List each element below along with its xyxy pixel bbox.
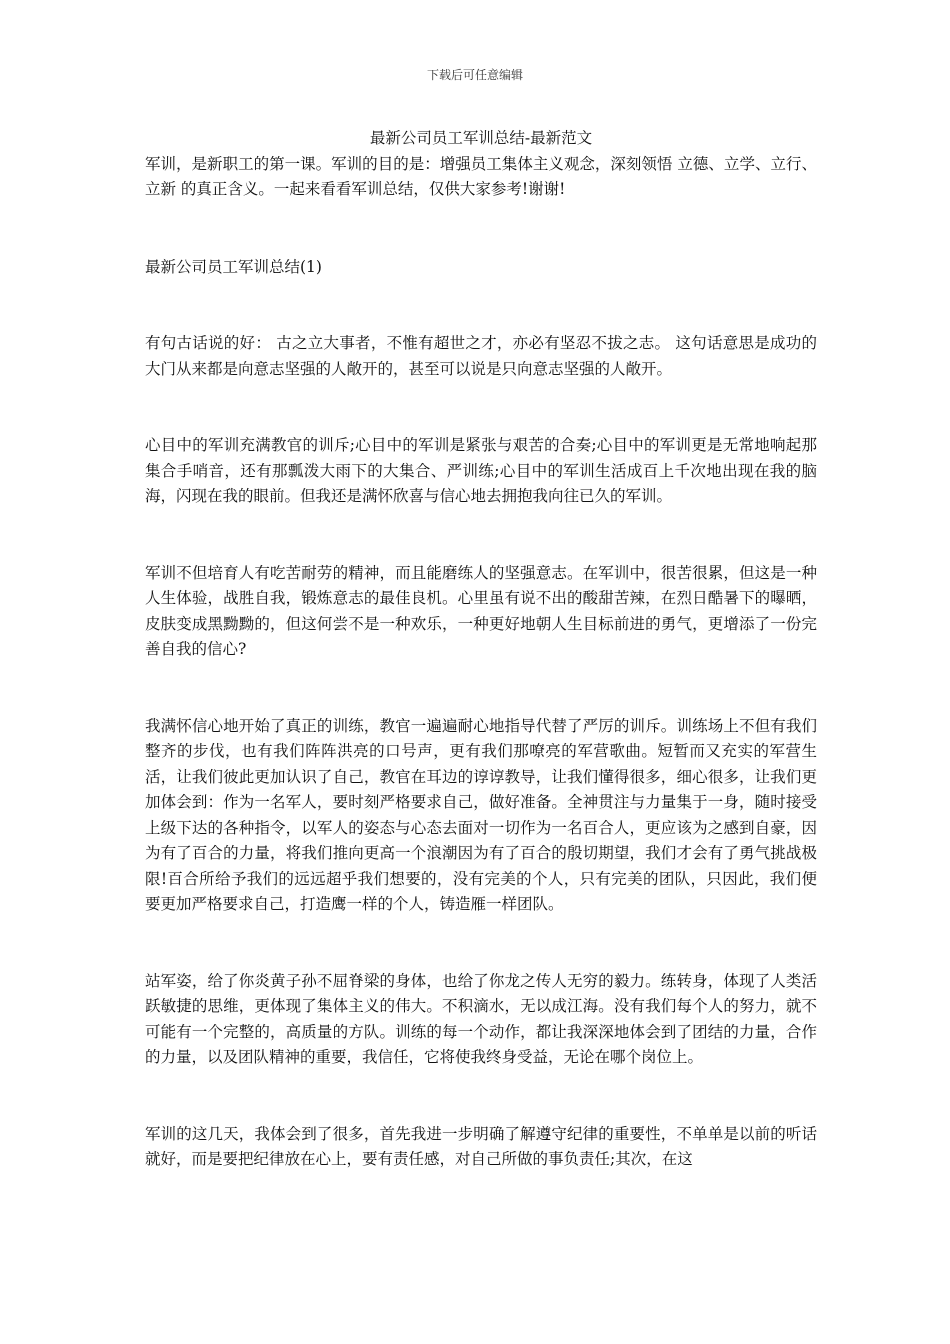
spacer (145, 203, 817, 255)
document-title: 最新公司员工军训总结-最新范文 (369, 129, 593, 147)
spacer (145, 280, 817, 331)
spacer (145, 510, 817, 561)
body-paragraph: 有句古话说的好： 古之立大事者，不惟有超世之才，亦必有坚忍不拔之志。 这句话意思是成功的大门从来都是向意志坚强的人敞开的，甚至可以说是只向意志坚强的人敞开。 (145, 334, 817, 378)
body-paragraph: 我满怀信心地开始了真正的训练，教官一遍遍耐心地指导代替了严厉的训斥。训练场上不但有我们整齐的步伐，也有我们阵阵洪亮的口号声，更有我们那嘹亮的军营歌曲。短暂而又充实的军营生活，让我们彼此更加认识了自己，教官在耳边的谆谆教导，让我们懂得很多，细心很多，让我们更加体会到：作为一名军人，要时刻严格要求自己，做好准备。全神贯注与力量集于一身，随时接受上级下达的各种指令，以军人的姿态与心态去面对一切作为一名百合人，更应该为之感到自豪，因为有了百合的力量，将我们推向更高一个浪潮因为有了百合的殷切期望，我们才会有了勇气挑战极限!百合所给予我们的远远超乎我们想要的，没有完美的个人，只有完美的团队，只因此，我们便要更加严格要求自己，打造鹰一样的个人，铸造雁一样团队。 (145, 716, 817, 913)
header-note: 下载后可任意编辑 (426, 68, 523, 82)
section-heading: 最新公司员工军训总结(1) (145, 257, 322, 276)
spacer (145, 663, 817, 714)
body-paragraph: 心目中的军训充满教官的训斥;心目中的军训是紧张与艰苦的合奏;心目中的军训更是无常地响起那集合手哨音，还有那瓢泼大雨下的大集合、严训练;心目中的军训生活成百上千次地出现在我的脑海，闪现在我的眼前。但我还是满怀欣喜与信心地去拥抱我向往已久的军训。 (145, 436, 817, 505)
intro-paragraph: 军训，是新职工的第一课。军训的目的是：增强员工集体主义观念，深刻领悟 立德、立学、立行、立新 的真正含义。一起来看看军训总结，仅供大家参考!谢谢! (145, 154, 817, 198)
body-paragraph: 站军姿，给了你炎黄子孙不屈脊梁的身体，也给了你龙之传人无穷的毅力。练转身，体现了人类活跃敏捷的思维，更体现了集体主义的伟大。不积滴水，无以成江海。没有我们每个人的努力，就不可能有一个完整的，高质量的方队。训练的每一个动作，都让我深深地体会到了团结的力量，合作的力量，以及团队精神的重要，我信任，它将使我终身受益，无论在哪个岗位上。 (145, 971, 817, 1066)
document-body (145, 126, 817, 1173)
spacer (145, 382, 817, 433)
body-paragraph: 军训的这几天，我体会到了很多，首先我进一步明确了解遵守纪律的重要性，不单单是以前的听话就好，而是要把纪律放在心上，要有责任感，对自己所做的事负责任;其次，在这 (145, 1124, 817, 1168)
spacer (145, 918, 817, 969)
spacer (145, 1071, 817, 1122)
body-paragraph: 军训不但培育人有吃苦耐劳的精神，而且能磨练人的坚强意志。在军训中，很苦很累，但这是一种人生体验，战胜自我，锻炼意志的最佳良机。心里虽有说不出的酸甜苦辣，在烈日酷暑下的曝晒，皮肤变成黑黝黝的，但这何尝不是一种欢乐，一种更好地朝人生目标前进的勇气，更增添了一份完善自我的信心? (145, 563, 817, 658)
